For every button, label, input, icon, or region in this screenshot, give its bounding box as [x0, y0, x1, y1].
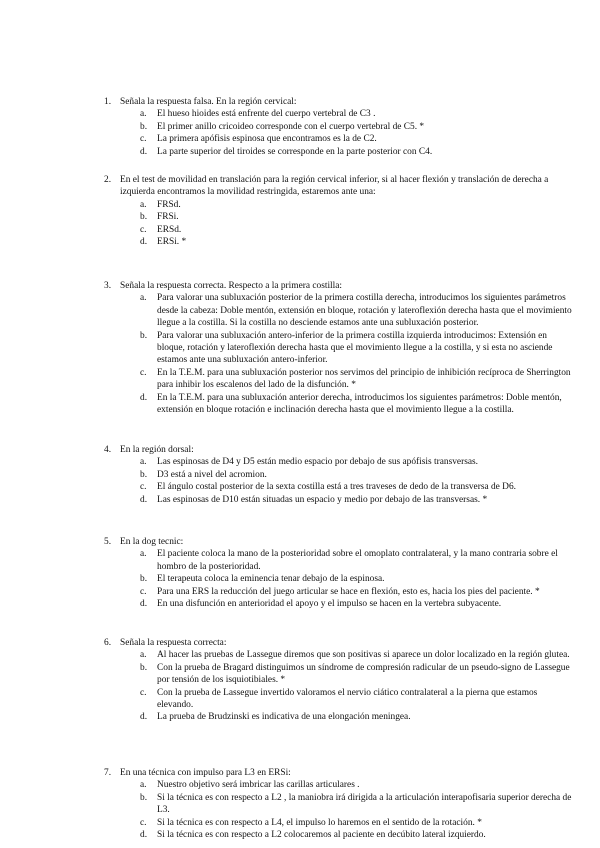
option-d [0, 146, 600, 158]
option-text: Con la prueba de Bragard distinguimos un síndrome de compresión radicular de un pseudo-signo de Lassegue por tensión de los isquiotibiales. * [157, 662, 570, 686]
question-text: Señala la respuesta correcta. Respecto a la primera costilla: [120, 281, 343, 291]
options-list [0, 649, 600, 723]
option-letter: a. [140, 780, 147, 791]
option-d [0, 711, 600, 723]
option-text: La prueba de Brudzinski es indicativa de una elongación meningea. [157, 712, 411, 723]
option-b [0, 573, 600, 585]
option-a [0, 292, 600, 329]
option-letter: d. [140, 830, 148, 841]
question-7 [0, 767, 600, 841]
option-letter: a. [140, 293, 147, 304]
question-4 [0, 444, 600, 506]
option-c [0, 367, 600, 392]
option-letter: b. [140, 212, 148, 223]
option-text: La primera apófisis espinosa que encontramos es la de C2. [157, 134, 377, 145]
option-d [0, 236, 600, 248]
option-letter: c. [140, 482, 147, 493]
options-list [0, 108, 600, 158]
options-list [0, 548, 600, 610]
option-d [0, 392, 600, 417]
option-letter: c. [140, 367, 147, 378]
option-text: El primer anillo cricoideo corresponde con el cuerpo vertebral de C5. * [157, 121, 425, 132]
option-a [0, 548, 600, 573]
option-letter: c. [140, 687, 147, 698]
question-text: En la dog tecnic: [120, 537, 184, 547]
option-text: FRSi. [157, 212, 179, 223]
option-c [0, 586, 600, 598]
option-letter: c. [140, 586, 147, 597]
question-5 [0, 536, 600, 610]
option-text: Para valorar una subluxación posterior de la primera costilla derecha, introducimos los siguientes parámetros desde la cabeza: Doble mentón, extensión en bloque, rotación y lateroflexión derecha hasta que el movimiento llegue a la costilla. Si la costilla no desciende estamos ante una subluxación posterior. [157, 293, 572, 329]
option-c [0, 481, 600, 493]
question-number: 4. [104, 445, 112, 455]
option-text: Para una ERS la reducción del juego articular se hace en flexión, esto es, hacia los pies del paciente. * [157, 586, 540, 597]
option-letter: b. [140, 792, 148, 803]
option-letter: a. [140, 650, 147, 661]
question-text: En la región dorsal: [120, 445, 194, 455]
question-6 [0, 637, 600, 724]
question-text: Señala la respuesta falsa. En la región cervical: [120, 97, 297, 107]
options-list [0, 779, 600, 841]
question-text: En una técnica con impulso para L3 en ERSi: [120, 768, 291, 778]
option-text: Nuestro objetivo será imbricar las carillas articulares . [157, 780, 360, 791]
option-text: El ángulo costal posterior de la sexta costilla está a tres traveses de dedo de la transversa de D6. [157, 482, 516, 493]
option-a [0, 649, 600, 661]
option-d [0, 494, 600, 506]
option-text: Las espinosas de D10 están situadas un espacio y medio por debajo de las transversas. * [157, 494, 488, 505]
question-number: 1. [104, 97, 112, 107]
option-letter: d. [140, 712, 148, 723]
option-d [0, 829, 600, 841]
option-letter: c. [140, 224, 147, 235]
option-letter: b. [140, 121, 148, 132]
option-text: Al hacer las pruebas de Lassegue diremos que son positivas si aparece un dolor localizado en la región glutea. [157, 650, 570, 661]
option-text: En la T.E.M. para una subluxación anterior derecha, introducimos los siguientes parámetros: Doble mentón, extensión en bloque rotación e inclinación derecha hasta que el movimiento llegue a la costilla. [157, 392, 562, 416]
question-number: 7. [104, 768, 112, 778]
option-letter: d. [140, 599, 148, 610]
option-d [0, 598, 600, 610]
option-c [0, 687, 600, 712]
question-number: 3. [104, 281, 112, 291]
option-text: Para valorar una subluxación antero-inferior de la primera costilla izquierda introducimos: Extensión en bloque, rotación y lateroflexión derecha hasta que el movimiento llegue a la costilla, y si esta no asciende estamos ante una subluxación antero-inferior. [157, 330, 553, 366]
option-c [0, 224, 600, 236]
option-letter: a. [140, 457, 147, 468]
option-letter: b. [140, 662, 148, 673]
option-letter: d. [140, 146, 148, 157]
question-1 [0, 96, 600, 158]
option-c [0, 817, 600, 829]
option-text: Con la prueba de Lassegue invertido valoramos el nervio ciático contralateral a la pierna que estamos elevando. [157, 687, 538, 711]
option-text: Si la técnica es con respecto a L2 colocaremos al paciente en decúbito lateral izquierdo. [157, 830, 486, 841]
option-text: Las espinosas de D4 y D5 están medio espacio por debajo de sus apófisis transversas. [157, 457, 479, 468]
option-text: En una disfunción en anterioridad el apoyo y el impulso se hacen en la vertebra subyacente. [157, 599, 502, 610]
option-b [0, 211, 600, 223]
option-a [0, 456, 600, 468]
option-c [0, 133, 600, 145]
option-letter: c. [140, 817, 147, 828]
question-text: Señala la respuesta correcta: [120, 638, 227, 648]
option-text: En la T.E.M. para una subluxación posterior nos servimos del principio de inhibición recíproca de Sherrington para inhibir los escalenos del lado de la disfunción. * [157, 367, 571, 391]
option-text: FRSd. [157, 199, 181, 210]
question-number: 6. [104, 638, 112, 648]
question-number: 5. [104, 537, 112, 547]
question-number: 2. [104, 175, 112, 185]
option-a [0, 108, 600, 120]
question-2 [0, 174, 600, 248]
option-letter: b. [140, 469, 148, 480]
option-text: El hueso hioides está enfrente del cuerpo vertebral de C3 . [157, 109, 376, 120]
question-3 [0, 280, 600, 416]
option-b [0, 469, 600, 481]
option-text: La parte superior del tiroides se corresponde en la parte posterior con C4. [157, 146, 433, 157]
option-letter: a. [140, 109, 147, 120]
option-b [0, 121, 600, 133]
options-list [0, 456, 600, 506]
question-text: En el test de movilidad en translación para la región cervical inferior, si al hacer flexión y translación de derecha a izquierda encontramos la movilidad restringida, estaremos ante una: [120, 175, 549, 198]
option-text: D3 está a nivel del acromion. [157, 469, 267, 480]
option-text: Si la técnica es con respecto a L4, el impulso lo haremos en el sentido de la rotación. * [157, 817, 482, 828]
option-a [0, 779, 600, 791]
option-letter: b. [140, 330, 148, 341]
options-list [0, 199, 600, 249]
option-b [0, 662, 600, 687]
option-letter: a. [140, 199, 147, 210]
option-letter: b. [140, 574, 148, 585]
option-letter: d. [140, 237, 148, 248]
option-letter: d. [140, 392, 148, 403]
option-a [0, 199, 600, 211]
option-letter: a. [140, 549, 147, 560]
option-text: ERSi. * [157, 237, 187, 248]
option-text: El paciente coloca la mano de la posterioridad sobre el omoplato contralateral, y la mano contraria sobre el hombro de la posterioridad. [157, 549, 558, 572]
option-letter: c. [140, 134, 147, 145]
option-letter: d. [140, 494, 148, 505]
option-b [0, 792, 600, 817]
option-text: Si la técnica es con respecto a L2 , la maniobra irá dirigida a la articulación interapofisaria superior derecha de L3. [157, 792, 572, 816]
options-list [0, 292, 600, 416]
option-text: El terapeuta coloca la eminencia tenar debajo de la espinosa. [157, 574, 385, 585]
option-b [0, 330, 600, 367]
option-text: ERSd. [157, 224, 182, 235]
